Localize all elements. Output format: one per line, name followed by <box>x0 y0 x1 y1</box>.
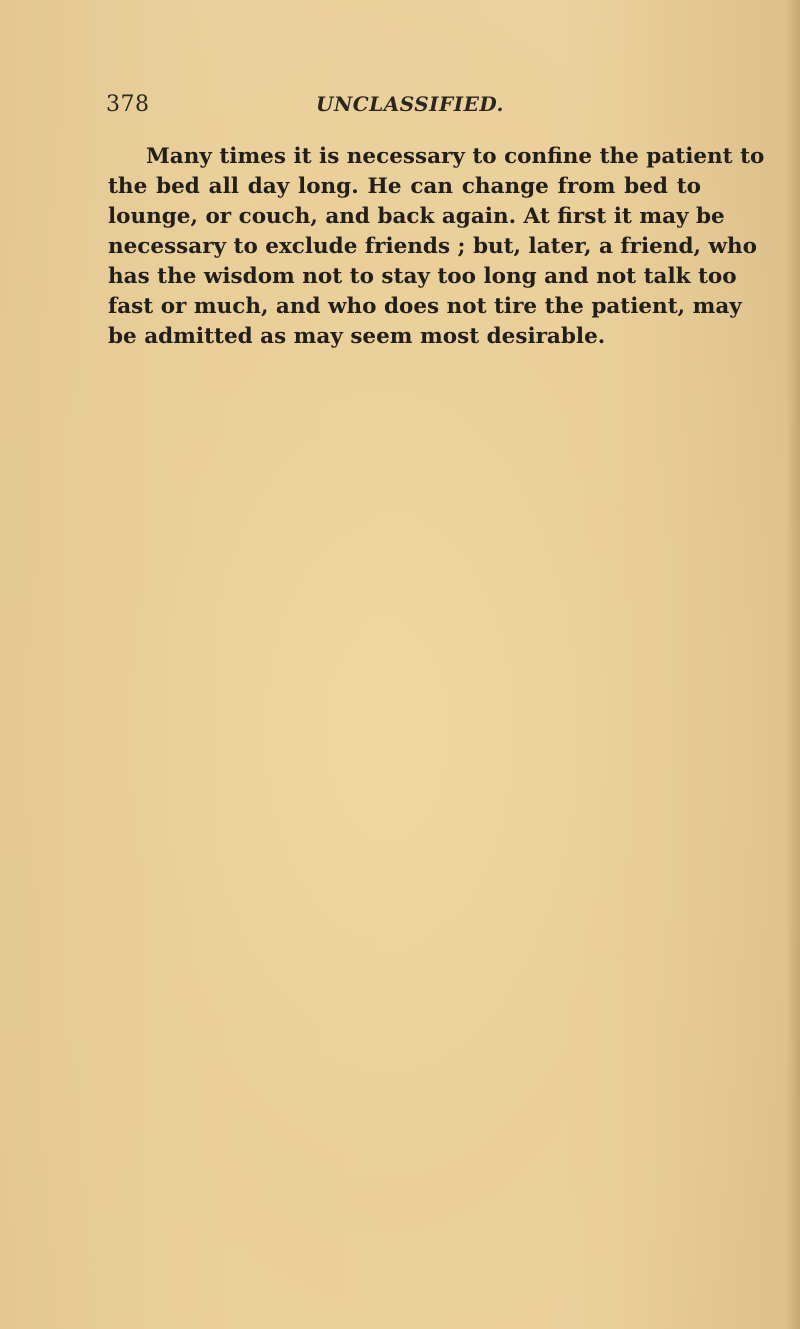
page-number: 378 <box>106 92 150 117</box>
paragraph-line: be admitted as may seem most desirable. <box>108 324 606 349</box>
page-edge-shadow <box>786 0 800 1329</box>
body-paragraph <box>108 142 765 352</box>
paragraph-line: necessary to exclude friends ; but, later, a friend, who <box>108 234 757 259</box>
page-header <box>106 92 706 120</box>
paragraph-line: the bed all day long. He can change from bed to <box>108 174 701 199</box>
running-title: UNCLASSIFIED. <box>316 92 504 116</box>
paragraph-line: has the wisdom not to stay too long and not talk too <box>108 264 737 289</box>
paragraph-line: fast or much, and who does not tire the patient, may <box>108 294 742 319</box>
paragraph-line: lounge, or couch, and back again. At first it may be <box>108 204 725 229</box>
paragraph-line: Many times it is necessary to confine the patient to <box>146 144 765 169</box>
